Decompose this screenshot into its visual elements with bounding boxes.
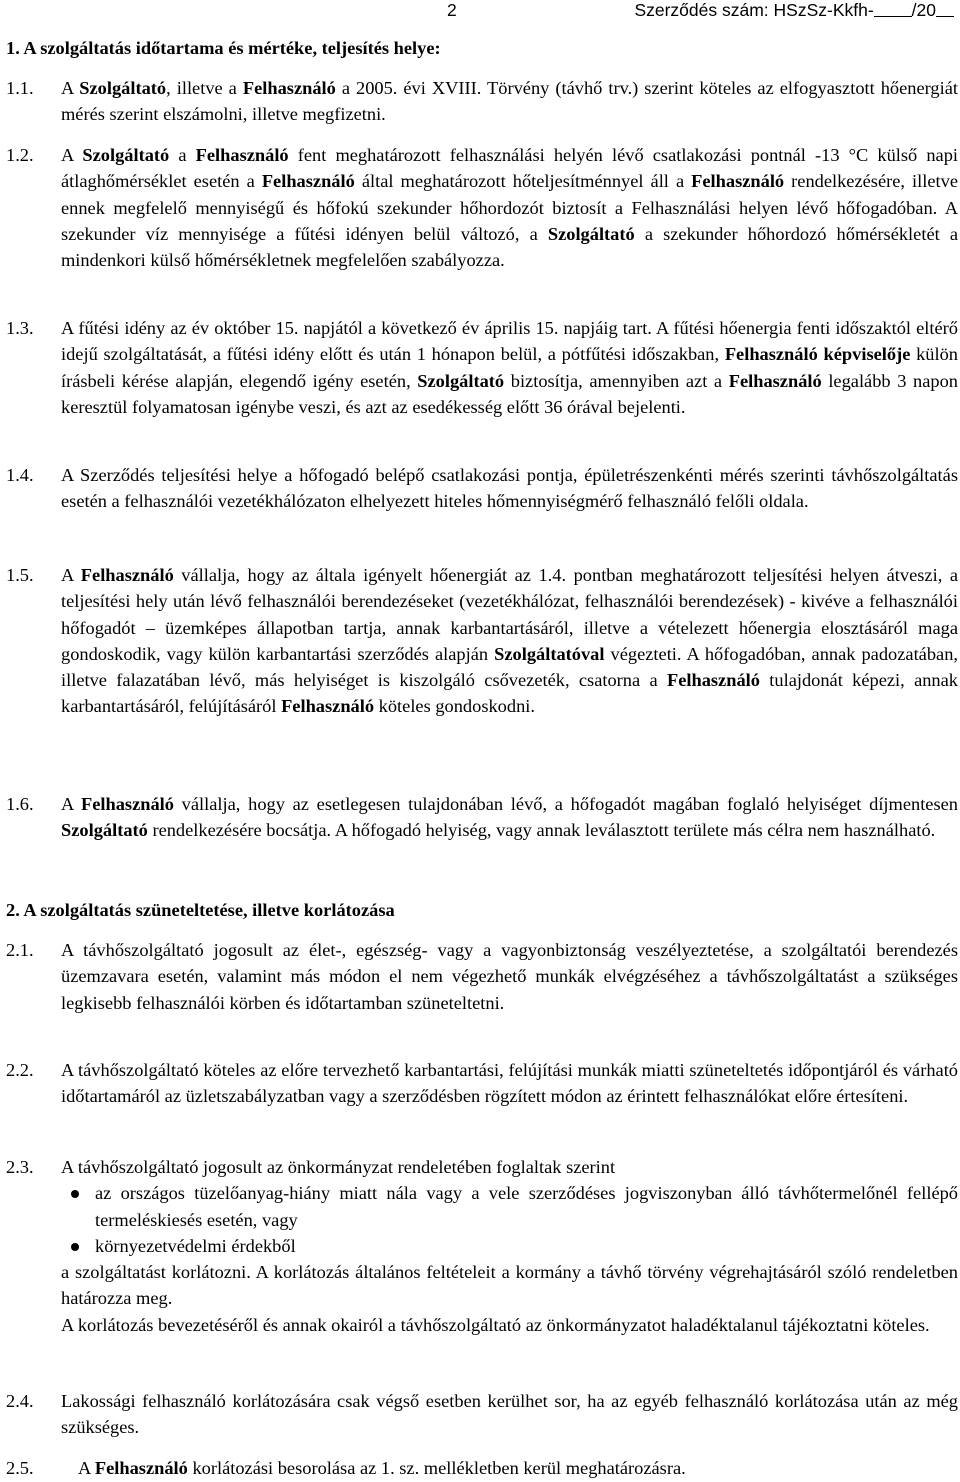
clause-text: A Szolgáltató a Felhasználó fent meghatározott felhasználási helyén lévő csatlakozási pontnál -13 °C külső napi átlaghőmérséklet esetén a Felhasználó által meghatározott hőteljesítménnyel áll a Felhasználó rendelkezésére, illetve ennek megfelelő mennyiségű és hőfokú szekunder hőhordozót biztosít a Felhasználási helyen lévő hőfogadóban. A szekunder víz mennyisége a fűtési idényen belül változó, a Szolgáltató a szekunder hőhordozó hőmérsékletét a mindenkori külső hőmérsékletnek megfelelően szabályozza. [61,145,959,271]
clause-number: 1.5. [6,565,34,585]
clause-text: A távhőszolgáltató köteles az előre tervezhető karbantartási, felújítási munkák miatti szüneteltetés időpontjáról és várható időtartamáról az üzletszabályzatban vagy a szerződésben rögzített módon az érintett felhasználókat előre értesíteni. [61,1060,958,1107]
clause-number: 1.4. [6,465,34,485]
clause-number: 2.4. [6,1391,34,1411]
clause-continuation: A korlátozás bevezetéséről és annak okairól a távhőszolgáltató az önkormányzatot haladéktalanul tájékoztatni köteles. [61,1314,930,1335]
contract-number-label: Szerződés szám: HSzSz-Kkfh- [634,0,874,20]
page-number: 2 [447,0,457,20]
contract-number-header [634,0,954,21]
clause-text: A fűtési idény az év október 15. napjától a következő év április 15. napjáig tart. A fűtési hőenergia fenti időszaktól eltérő idejű szolgáltatását, a fűtési idény előtt és után 1 hónapon belül, a pótfűtési időszakban, Felhasználó képviselője külön írásbeli kérése alapján, elegendő igény esetén, Szolgáltató biztosítja, amennyiben azt a Felhasználó legalább 3 napon keresztül folyamatosan igénybe veszi, és azt az esedékesség előtt 36 órával bejelenti. [61,318,958,417]
clause-text: A Felhasználó vállalja, hogy az általa igényelt hőenergiát az 1.4. pontban meghatározott teljesítési helyen átveszi, a teljesítési hely után lévő felhasználói berendezéseket (vezetékhálózat, felhasználói berendezések) - kivéve a felhasználói hőfogadót – üzemképes állapotban tartja, annak karbantartásáról, illetve a vételezett hőenergia elosztásáról maga gondoskodik, vagy külön karbantartási szerződés alapján Szolgáltatóval végezteti. A hőfogadóban, annak padozatában, illetve falazatában lévő, más helyiséget is kiszolgáló csővezeték, csatorna a Felhasználó tulajdonát képezi, annak karbantartásáról, felújításáról Felhasználó köteles gondoskodni. [61,565,958,717]
bullet-icon [71,1190,79,1198]
clause-text: A Szolgáltató, illetve a Felhasználó a 2005. évi XVIII. Törvény (távhő trv.) szerint köteles az elfogyasztott hőenergiát mérés szerint elszámolni, illetve megfizetni. [61,78,959,125]
clause-number: 1.1. [6,78,34,98]
clause-text: A Felhasználó vállalja, hogy az esetlegesen tulajdonában lévő, a hőfogadót magában foglaló helyiséget díjmentesen Szolgáltató rendelkezésére bocsátja. A hőfogadó helyiség, vagy annak leválasztott területe más célra nem használható. [61,794,958,841]
clause-number: 2.5. [6,1458,34,1478]
section-1-heading: 1. A szolgáltatás időtartama és mértéke, teljesítés helye: [6,38,441,58]
clause-number: 1.6. [6,794,34,814]
clause-text: A távhőszolgáltató jogosult az élet-, egészség- vagy a vagyonbiztonság veszélyeztetése, a szolgáltatói berendezés üzemzavara esetén, valamint más módon el nem végezhető munkák elvégzéséhez a távhőszolgáltatást a szükséges legkisebb felhasználói körben és időtartamban szüneteltetni. [61,940,958,1013]
clause-text [61,1154,958,1338]
clause-number: 2.3. [6,1157,34,1177]
clause-number: 2.2. [6,1060,34,1080]
contract-number-blank [874,1,912,17]
bullet-item: az országos tüzelőanyag-hiány miatt nála vagy a vele szerződéses jogviszonyban álló távhőtermelőnél fellépő termeléskiesés esetén, vagy [61,1180,958,1233]
clause-number: 1.3. [6,318,34,338]
bullet-list [61,1180,958,1259]
clause-number: 2.1. [6,940,34,960]
clause-text: A Felhasználó korlátozási besorolása az 1. sz. mellékletben kerül meghatározásra. [78,1458,686,1478]
clause-number: 1.2. [6,145,34,165]
section-2-heading: 2. A szolgáltatás szüneteltetése, illetve korlátozása [6,900,395,920]
contract-year-blank [936,1,954,17]
bullet-icon [71,1243,79,1251]
clause-text: A Szerződés teljesítési helye a hőfogadó belépő csatlakozási pontja, épületrészenkénti mérés szerinti távhőszolgáltatás esetén a felhasználói vezetékhálózaton elhelyezett hiteles hőmennyiségmérő felhasználó felőli oldala. [61,465,958,512]
contract-year-prefix: /20 [911,0,936,20]
bullet-item: környezetvédelmi érdekből [61,1233,958,1259]
clause-continuation: a szolgáltatást korlátozni. A korlátozás általános feltételeit a kormány a távhő törvény végrehajtásáról szóló rendeletben határozza meg. [61,1262,958,1309]
clause-intro: A távhőszolgáltató jogosult az önkormányzat rendeletében foglaltak szerint [61,1157,616,1177]
clause-text: Lakossági felhasználó korlátozására csak végső esetben kerülhet sor, ha az egyéb felhasználó korlátozása után az még szükséges. [61,1391,958,1438]
